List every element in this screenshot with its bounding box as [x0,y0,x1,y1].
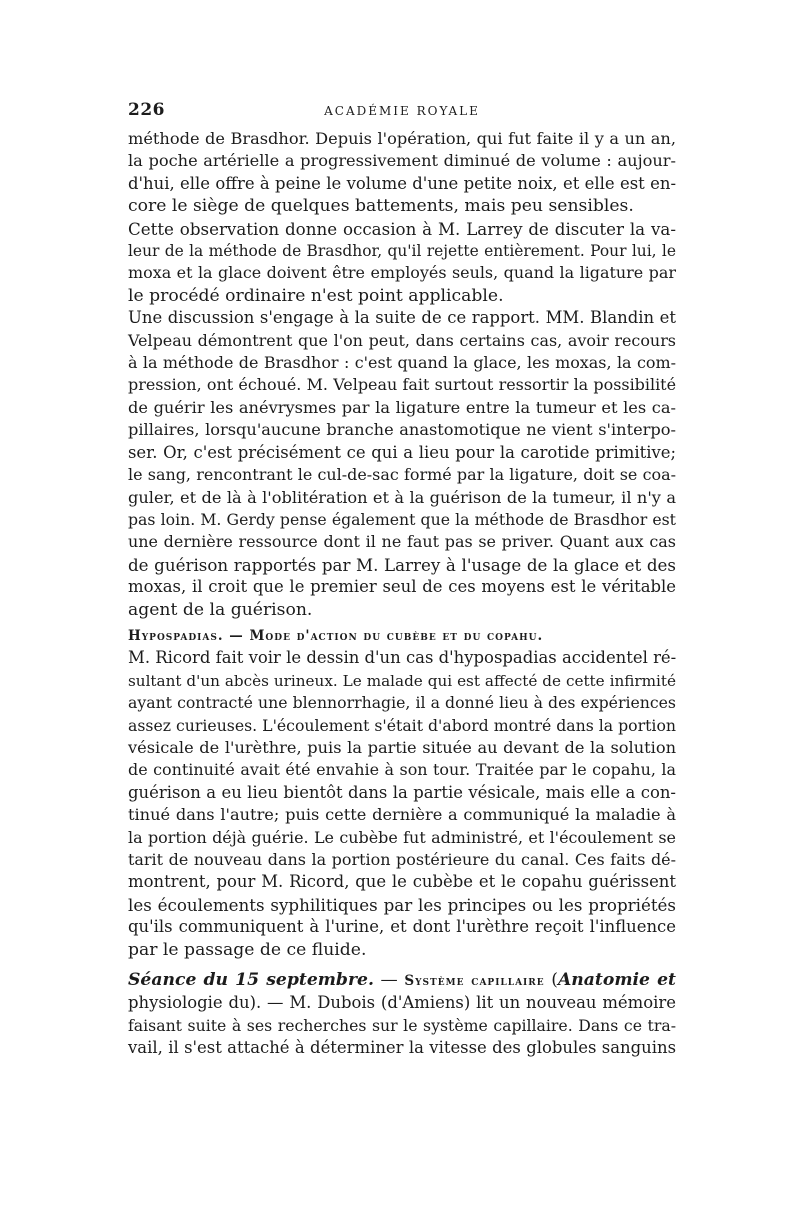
text-line: d'hui, elle offre à peine le volume d'une petite noix, et elle est en- [128,173,676,193]
text-line: méthode de Brasdhor. Depuis l'opération, qui fut faite il y a un an, [128,129,676,148]
paragraph [128,128,676,218]
text-line: moxas, il croit que le premier seul de ces moyens est le véritable [128,577,676,597]
text-line: Velpeau démontrent que l'on peut, dans certains cas, avoir recours [128,330,676,350]
text-line: de guérison rapportés par M. Larrey à l'usage de la glace et des [128,554,676,575]
text-line: vésicale de l'urèthre, puis la partie située au devant de la solution [128,737,676,757]
running-head: ACADÉMIE ROYALE [324,104,480,118]
text-line: guler, et de là à l'oblitération et à la guérison de la tumeur, il n'y a [128,487,676,507]
body-text [128,128,676,621]
text-line: Cette observation donne occasion à M. Larrey de discuter la va- [128,218,676,239]
page-header [128,100,676,128]
anatomy-label: Anatomie et [557,970,676,991]
text-line: vail, il s'est attaché à déterminer la vitesse des globules sanguins [128,1038,676,1058]
text-line: à la méthode de Brasdhor : c'est quand la glace, les moxas, la com- [128,353,676,373]
system-label: Système capillaire [404,973,545,990]
text-line: pas loin. M. Gerdy pense également que la méthode de Brasdhor est [128,509,676,529]
text-line: moxa et la glace doivent être employés seuls, quand la ligature par [128,263,676,283]
section-heading-text: Hypospadias. — Mode d'action du cubèbe et du copahu. [128,627,544,644]
text-line: une dernière ressource dont il ne faut pas se priver. Quant aux cas [128,532,676,552]
session-paragraph [128,969,676,1060]
section-heading [128,625,676,647]
text-line: guérison a eu lieu bientôt dans la partie vésicale, mais elle a con- [128,782,676,802]
text-line: ayant contracté une blennorrhagie, il a donné lieu à des expériences [128,693,676,713]
text-line: Une discussion s'engage à la suite de ce rapport. MM. Blandin et [128,308,676,328]
text-line: de guérir les anévrysmes par la ligature entre la tumeur et les ca- [128,397,676,417]
text-line: qu'ils communiquent à l'urine, et dont l'urèthre reçoit l'influence [128,917,676,937]
paragraph [128,218,676,308]
text-line: tinué dans l'autre; puis cette dernière a communiqué la maladie à [128,805,676,825]
session-date: Séance du 15 septembre. [128,970,374,991]
text-line: sultant d'un abcès urineux. Le malade qui est affecté de cette infirmité [128,671,676,690]
text-line: faisant suite à ses recherches sur le système capillaire. Dans ce tra- [128,1015,676,1035]
text-line: montrent, pour M. Ricord, que le cubèbe et le copahu guérissent [128,872,676,892]
text-line: le procédé ordinaire n'est point applicable. [128,285,504,306]
text-line: physiologie du). — M. Dubois (d'Amiens) lit un nouveau mémoire [128,993,676,1013]
text-line: le sang, rencontrant le cul-de-sac formé par la ligature, doit se coa- [128,465,676,485]
page [128,100,676,1060]
text-line: agent de la guérison. [128,599,313,620]
text-line: ser. Or, c'est précisément ce qui a lieu pour la carotide primitive; [128,442,676,462]
text-line: tarit de nouveau dans la portion postérieure du canal. Ces faits dé- [128,850,676,869]
paragraph [128,307,676,621]
text-line: de continuité avait été envahie à son tour. Traitée par le copahu, la [128,760,676,780]
session-first-line [128,969,676,992]
text-line: pression, ont échoué. M. Velpeau fait surtout ressortir la possibilité [128,375,676,395]
text-line: leur de la méthode de Brasdhor, qu'il rejette entièrement. Pour lui, le [128,242,676,261]
text-line: assez curieuses. L'écoulement s'était d'abord montré dans la portion [128,715,676,735]
hypospadias-paragraph [128,647,676,961]
session-dash: — [373,970,405,991]
text-line: pillaires, lorsqu'aucune branche anastomotique ne vient s'interpo- [128,420,676,440]
text-line: M. Ricord fait voir le dessin d'un cas d'hypospadias accidentel ré- [128,648,677,668]
text-line: la portion déjà guérie. Le cubèbe fut administré, et l'écoulement se [128,827,676,847]
text-line: core le siège de quelques battements, mais peu sensibles. [128,196,634,217]
paren-open: ( [544,970,558,991]
text-line: par le passage de ce fluide. [128,939,367,960]
text-line: la poche artérielle a progressivement diminué de volume : aujour- [128,151,676,171]
page-number: 226 [128,100,165,120]
text-line: les écoulements syphilitiques par les principes ou les propriétés [128,894,676,915]
